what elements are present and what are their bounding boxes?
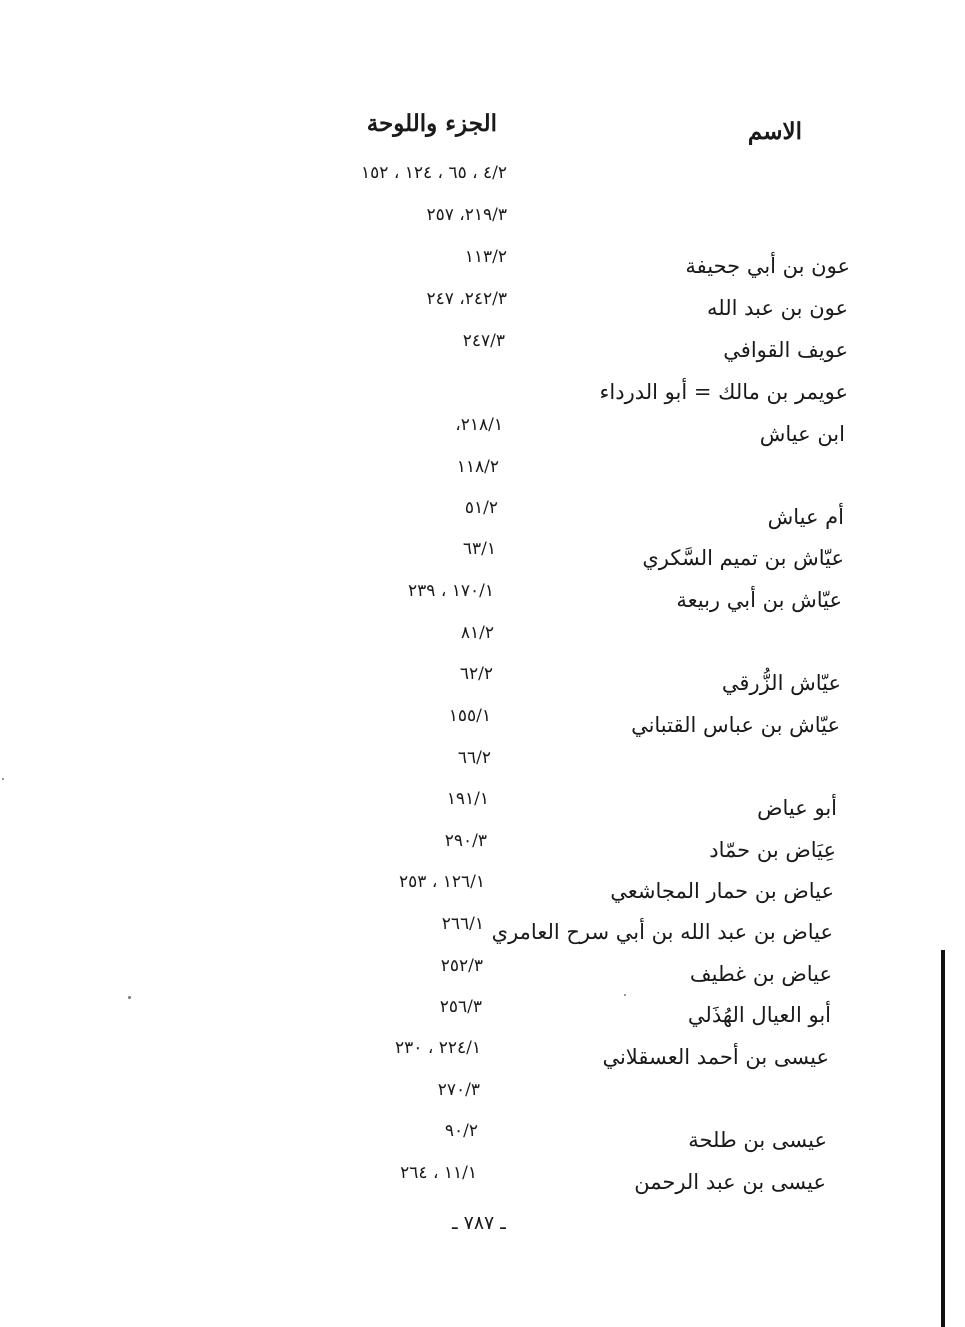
- index-name: عويف القوافي: [723, 338, 848, 362]
- index-reference: ٢٦٦/١: [441, 914, 484, 934]
- index-reference: ٢٤٧/٣: [462, 331, 505, 351]
- index-name: عياض بن عبد الله بن أبي سرح العامري: [491, 920, 833, 944]
- index-reference: ٦٢/٢: [459, 664, 493, 684]
- index-name: عيّاش بن أبي ربيعة: [676, 588, 842, 612]
- index-reference: ٩٠/٢: [444, 1121, 478, 1141]
- index-name: عيّاش الزُّرقي: [721, 671, 841, 695]
- index-name: أم عياش: [767, 505, 844, 529]
- index-name: عيسى بن أحمد العسقلاني: [602, 1045, 829, 1069]
- index-name: عياض بن غطيف: [689, 962, 832, 986]
- index-reference: ٦٣/١: [462, 539, 496, 559]
- index-reference: ٤/٢ ، ٦٥ ، ١٢٤ ، ١٥٢: [361, 163, 507, 183]
- scan-speck: [128, 996, 131, 999]
- index-reference: ٥١/٢: [464, 498, 498, 518]
- index-name: عِيَاض بن حمّاد: [709, 838, 836, 862]
- index-reference: ١١/١ ، ٢٦٤: [400, 1163, 477, 1183]
- index-reference: ١٩١/١: [446, 789, 489, 809]
- column-header-reference: الجزء واللوحة: [366, 110, 497, 137]
- index-reference: ٢٥٦/٣: [439, 997, 482, 1017]
- index-name: عويمر بن مالك = أبو الدرداء: [599, 380, 848, 404]
- index-reference: ٢٧٠/٣: [437, 1080, 480, 1100]
- index-reference: ٢٩٠/٣: [444, 831, 487, 851]
- index-reference: ١١٨/٢: [456, 457, 499, 477]
- page-number: ـ ٧٨٧ ـ: [452, 1212, 506, 1234]
- index-name: عون بن أبي جحيفة: [685, 254, 850, 278]
- index-name: عيسى بن طلحة: [688, 1128, 827, 1152]
- index-reference: ٢٢٤/١ ، ٢٣٠: [395, 1038, 481, 1058]
- index-name: عيّاش بن عباس القتباني: [631, 713, 840, 737]
- index-reference: ٢١٨/١،: [455, 415, 503, 435]
- index-name: ابن عياش: [759, 422, 845, 446]
- index-reference: ٦٦/٢: [457, 748, 491, 768]
- index-reference: ١١٣/٢: [464, 247, 507, 267]
- index-name: عياض بن حمار المجاشعي: [610, 879, 834, 903]
- index-reference: ١٢٦/١ ، ٢٥٣: [399, 872, 485, 892]
- index-name: أبو عياض: [757, 796, 837, 820]
- index-reference: ٢٤٢/٣، ٢٤٧: [426, 289, 507, 309]
- scan-speck: [624, 994, 626, 996]
- column-header-name: الاسم: [747, 118, 802, 145]
- index-name: عيسى بن عبد الرحمن: [634, 1170, 826, 1194]
- index-name: عون بن عبد الله: [707, 296, 848, 320]
- scan-edge-line: [941, 950, 945, 1327]
- index-reference: ٨١/٢: [460, 623, 494, 643]
- index-reference: ٢٥٢/٣: [440, 956, 483, 976]
- index-reference: ٢١٩/٣، ٢٥٧: [426, 205, 507, 225]
- scan-speck: [2, 778, 4, 780]
- index-reference: ١٥٥/١: [448, 706, 491, 726]
- index-reference: ١٧٠/١ ، ٢٣٩: [408, 581, 494, 601]
- index-name: عيّاش بن تميم السَّكري: [642, 546, 844, 570]
- index-name: أبو العيال الهُذَلي: [687, 1003, 831, 1027]
